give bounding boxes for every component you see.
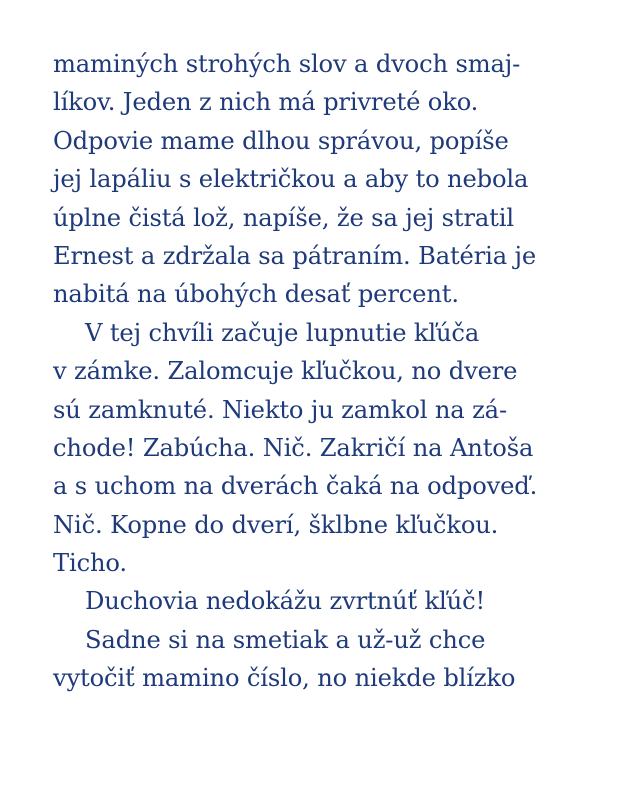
text-line: nabitá na úbohých desať percent.	[53, 280, 459, 309]
text-line: vytočiť mamino číslo, no niekde blízko	[53, 664, 516, 693]
paragraph-start-line: V tej chvíli začuje lupnutie kľúča	[85, 318, 480, 347]
text-line: Nič. Kopne do dverí, šklbne kľučkou.	[53, 510, 499, 539]
text-line: chode! Zabúcha. Nič. Zakričí na Antoša	[53, 433, 534, 462]
text-line: úplne čistá lož, napíše, že sa jej stratil	[53, 203, 514, 232]
text-line: líkov. Jeden z nich má privreté oko.	[53, 88, 479, 117]
text-line: Odpovie mame dlhou správou, popíše	[53, 126, 509, 155]
paragraph-start-line: Sadne si na smetiak a už-už chce	[85, 625, 486, 654]
text-line: jej lapáliu s električkou a aby to nebola	[53, 165, 529, 194]
paragraph-start-line: Duchovia nedokážu zvrtnúť kľúč!	[85, 587, 486, 616]
text-line: Ernest a zdržala sa pátraním. Batéria je	[53, 241, 537, 270]
text-line: a s uchom na dverách čaká na odpoveď.	[53, 472, 538, 501]
text-line: maminých strohých slov a dvoch smaj-	[53, 50, 521, 78]
text-line: sú zamknuté. Niekto ju zamkol na zá-	[53, 395, 507, 424]
book-page-text	[53, 45, 613, 698]
text-line: v zámke. Zalomcuje kľučkou, no dvere	[53, 357, 518, 386]
text-line: Ticho.	[53, 549, 127, 578]
